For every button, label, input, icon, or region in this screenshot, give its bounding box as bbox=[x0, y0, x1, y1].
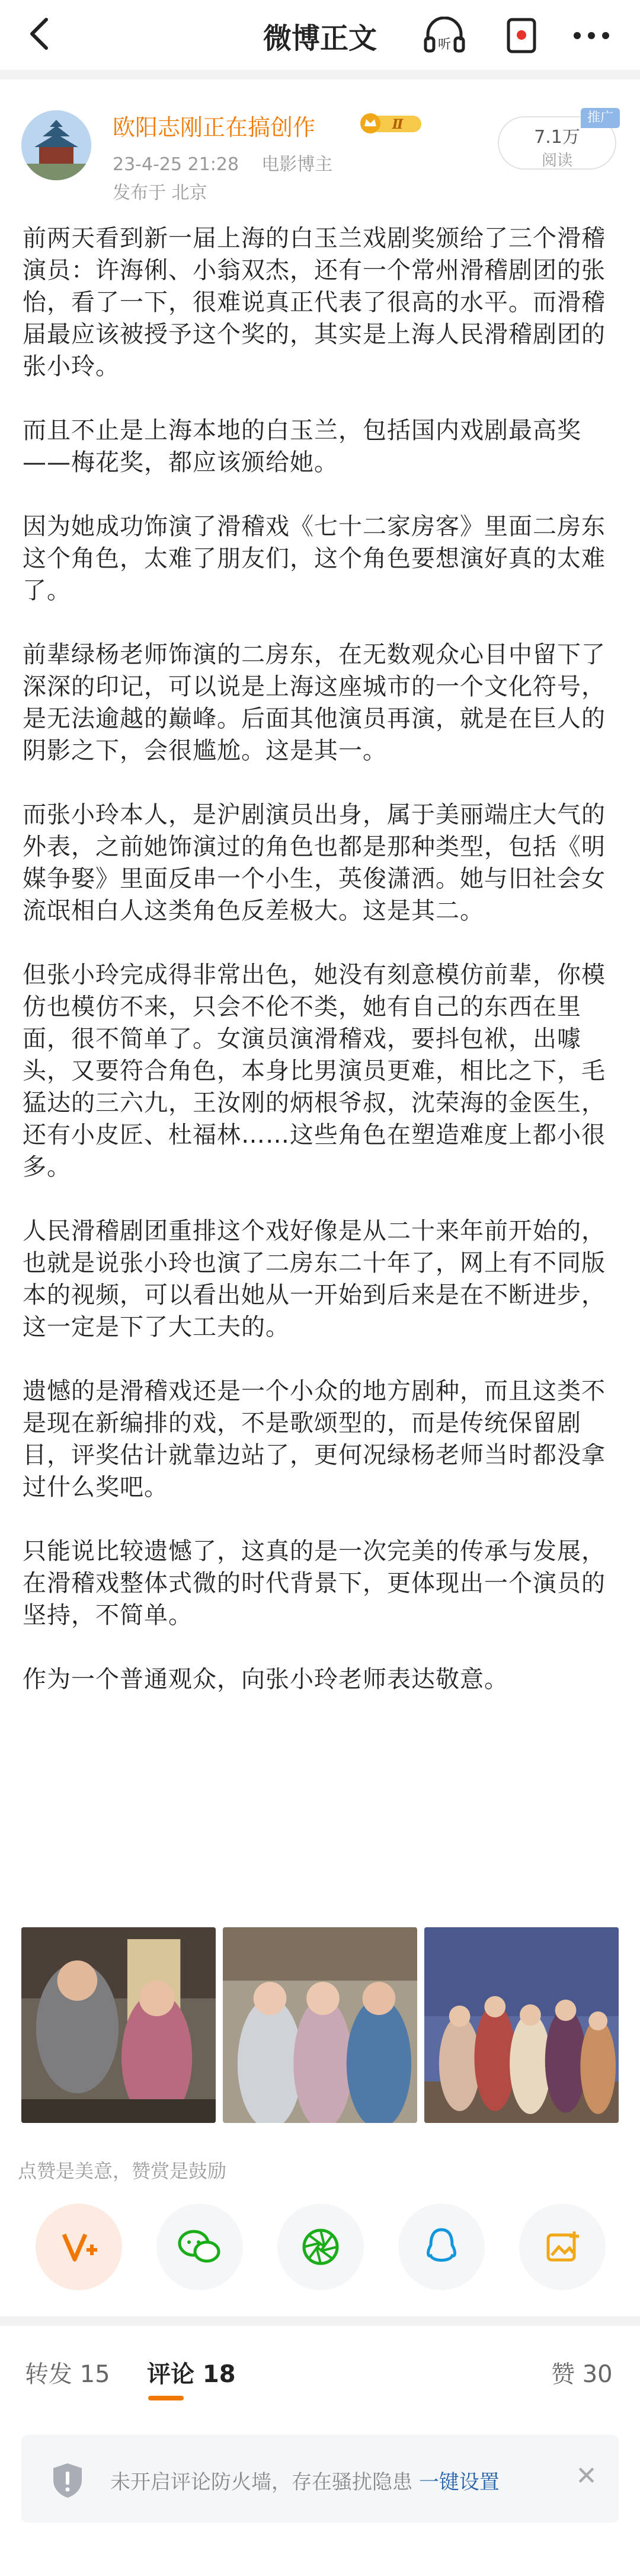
post-meta bbox=[113, 149, 332, 176]
paragraph: 前两天看到新一届上海的白玉兰戏剧奖颁给了三个滑稽演员：许海俐、小翁双杰，还有一个常州滑稽剧团的张怡，看了一下，很难说真正代表了很高的水平。而滑稽届最应该被授予这个奖的，其实是上海人民滑稽剧团的张小玲。 bbox=[23, 225, 606, 380]
wechat-share-button[interactable] bbox=[156, 2204, 243, 2290]
svg-text:听: 听 bbox=[437, 37, 452, 52]
page-title: 微博正文 bbox=[263, 22, 377, 55]
read-label: 阅读 bbox=[541, 152, 572, 170]
post-image[interactable] bbox=[424, 1927, 619, 2123]
more-dots-icon[interactable] bbox=[569, 13, 614, 58]
red-envelope-icon[interactable] bbox=[499, 13, 544, 58]
wechat-icon bbox=[177, 2228, 222, 2266]
moments-aperture-icon bbox=[301, 2227, 340, 2266]
section-divider bbox=[0, 2316, 640, 2326]
section-divider bbox=[0, 70, 640, 79]
qq-share-button[interactable] bbox=[398, 2204, 485, 2290]
notice-text bbox=[110, 2466, 500, 2495]
notice-message: 未开启评论防火墙，存在骚扰隐患 bbox=[110, 2470, 412, 2494]
vip-badge-icon[interactable] bbox=[359, 112, 425, 135]
paragraph: 人民滑稽剧团重排这个戏好像是从二十来年前开始的，也就是说张小玲也演了二房东二十年了，网上有不同版本的视频，可以看出她从一开始到后来是在不断进步，这一定是下了大工夫的。 bbox=[23, 1217, 606, 1341]
post-body bbox=[23, 222, 619, 1727]
reward-v-plus-icon bbox=[58, 2226, 100, 2268]
reward-tip: 点赞是美意，赞赏是鼓励 bbox=[18, 2160, 227, 2182]
tab-repost[interactable]: 转发 15 bbox=[25, 2361, 110, 2388]
qq-penguin-icon bbox=[425, 2227, 458, 2266]
post-image[interactable] bbox=[223, 1927, 417, 2123]
paragraph: 而且不止是上海本地的白玉兰，包括国内戏剧最高奖——梅花奖，都应该颁给她。 bbox=[23, 417, 581, 476]
tab-like[interactable]: 赞 30 bbox=[551, 2361, 613, 2388]
moments-share-button[interactable] bbox=[277, 2204, 364, 2290]
interaction-tabs bbox=[0, 2326, 640, 2409]
author-tag: 电影博主 bbox=[261, 154, 333, 175]
post-location: 发布于 北京 bbox=[113, 183, 207, 203]
image-grid bbox=[21, 1927, 619, 2123]
top-nav-bar bbox=[0, 0, 640, 70]
close-icon[interactable]: ✕ bbox=[575, 2461, 597, 2491]
post-image[interactable] bbox=[21, 1927, 216, 2123]
image-save-icon bbox=[545, 2229, 580, 2265]
tab-comment[interactable]: 评论 18 bbox=[147, 2361, 236, 2388]
read-count: 7.1万 bbox=[534, 127, 580, 148]
save-image-button[interactable] bbox=[519, 2204, 606, 2290]
svg-text:Ⅱ: Ⅱ bbox=[392, 117, 404, 132]
paragraph: 遗憾的是滑稽戏还是一个小众的地方剧种，而且这类不是现在新编排的戏，不是歌颂型的，而是传统保留剧目，评奖估计就靠边站了，更何况绿杨老师当时都没拿过什么奖吧。 bbox=[23, 1378, 606, 1501]
paragraph: 作为一个普通观众，向张小玲老师表达敬意。 bbox=[23, 1666, 508, 1693]
one-click-setup-link[interactable]: 一键设置 bbox=[418, 2470, 500, 2494]
shield-icon bbox=[51, 2462, 84, 2499]
paragraph: 因为她成功饰演了滑稽戏《七十二家房客》里面二房东这个角色，太难了朋友们，这个角色要想演好真的太难了。 bbox=[23, 513, 606, 604]
post-datetime: 23-4-25 21:28 bbox=[113, 154, 239, 175]
share-actions bbox=[36, 2204, 604, 2293]
promo-tag: 推广 bbox=[581, 108, 620, 128]
paragraph: 前辈绿杨老师饰演的二房东，在无数观众心目中留下了深深的印记，可以说是上海这座城市的一个文化符号，是无法逾越的巅峰。后面其他演员再演，就是在巨人的阴影之下，会很尴尬。这是其一。 bbox=[23, 641, 606, 764]
active-tab-indicator bbox=[148, 2396, 184, 2400]
paragraph: 只能说比较遗憾了，这真的是一次完美的传承与发展，在滑稽戏整体式微的时代背景下，更体现出一个演员的坚持，不简单。 bbox=[23, 1538, 606, 1629]
reward-button[interactable] bbox=[36, 2204, 122, 2290]
author-name[interactable]: 欧阳志刚正在搞创作 bbox=[113, 114, 316, 141]
avatar[interactable] bbox=[21, 110, 91, 180]
author-header bbox=[0, 79, 640, 216]
listen-headphone-icon[interactable] bbox=[422, 13, 467, 58]
comment-firewall-notice bbox=[21, 2435, 619, 2523]
paragraph: 而张小玲本人，是沪剧演员出身，属于美丽端庄大气的外表，之前她饰演过的角色也都是那种类型，包括《明媒争娶》里面反串一个小生，英俊潇洒。她与旧社会女流氓相白人这类角色反差极大。这是其二。 bbox=[23, 801, 606, 924]
paragraph: 但张小玲完成得非常出色，她没有刻意模仿前辈，你模仿也模仿不来，只会不伦不类，她有自己的东西在里面，很不简单了。女演员演滑稽戏，要抖包袱，出噱头，又要符合角色，本身比男演员更难，相比之下，毛猛达的三六九，王汝刚的炳根爷叔，沈荣海的金医生，还有小皮匠、杜福林……这些角色在塑造难度上都小很多。 bbox=[23, 961, 606, 1181]
